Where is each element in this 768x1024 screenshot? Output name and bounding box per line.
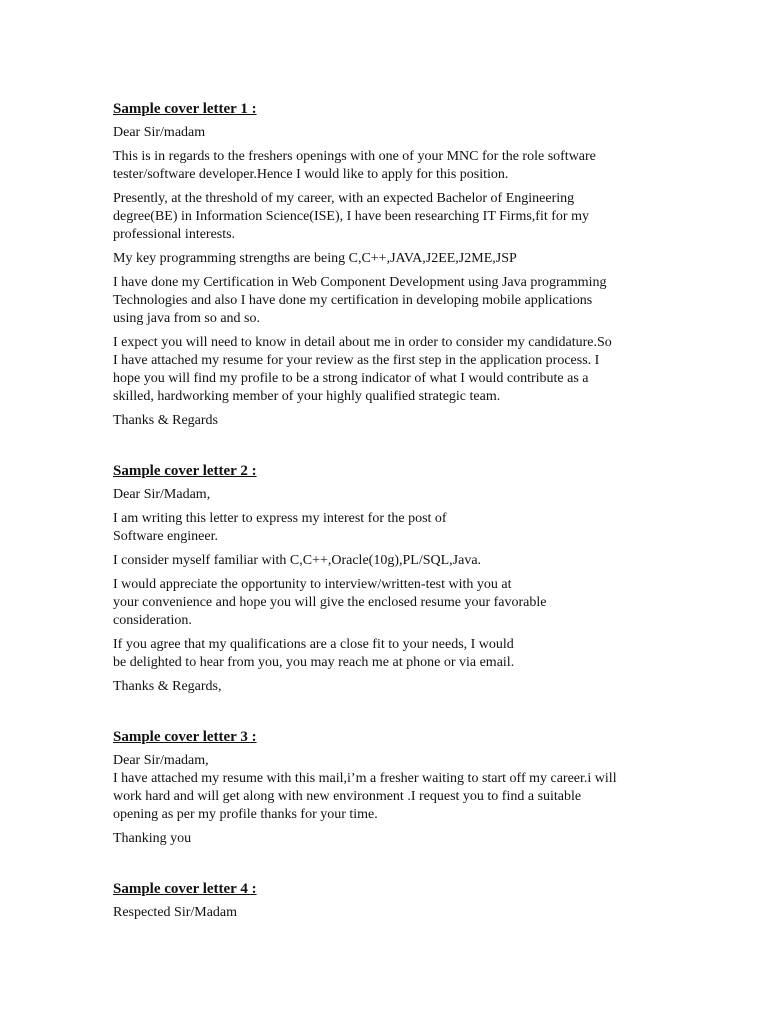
cover-letter-4: [113, 880, 658, 922]
text-line: I have done my Certification in Web Component Development using Java programming: [113, 275, 607, 290]
text-line: Dear Sir/madam,: [113, 753, 209, 768]
letter-1-heading: Sample cover letter 1 :: [113, 101, 257, 117]
cover-letter-2: [113, 462, 658, 696]
text-line: I am writing this letter to express my interest for the post of: [113, 511, 447, 526]
text-line: consideration.: [113, 613, 192, 628]
letter-2-salutation: [113, 486, 658, 504]
text-line: Respected Sir/Madam: [113, 905, 238, 920]
letter-1-paragraph: [113, 334, 658, 406]
text-line: Technologies and also I have done my certification in developing mobile applications: [113, 293, 593, 308]
letter-1-salutation: [113, 124, 658, 142]
text-line: I would appreciate the opportunity to interview/written-test with you at: [113, 577, 512, 592]
text-line: Thanks & Regards: [113, 413, 218, 428]
text-line: I have attached my resume with this mail,i’m a fresher waiting to start off my career.i will: [113, 771, 617, 786]
text-line: This is in regards to the freshers openings with one of your MNC for the role software: [113, 149, 596, 164]
text-line: Dear Sir/madam: [113, 125, 206, 140]
letter-4-salutation: [113, 904, 658, 922]
letter-2-paragraph: [113, 552, 658, 570]
text-line: My key programming strengths are being C,C++,JAVA,J2EE,J2ME,JSP: [113, 251, 517, 266]
text-line: Thanks & Regards,: [113, 679, 222, 694]
letter-2-closing: [113, 678, 658, 696]
cover-letter-3: [113, 728, 658, 848]
letter-3-paragraph: [113, 752, 658, 824]
letter-1-paragraph: [113, 250, 658, 268]
letter-1-paragraph: [113, 274, 658, 328]
text-line: I consider myself familiar with C,C++,Oracle(10g),PL/SQL,Java.: [113, 553, 482, 568]
text-line: Presently, at the threshold of my career, with an expected Bachelor of Engineering: [113, 191, 575, 206]
letter-1-closing: [113, 412, 658, 430]
text-line: I expect you will need to know in detail about me in order to consider my candidature.So: [113, 335, 612, 350]
letter-3-heading: Sample cover letter 3 :: [113, 729, 257, 745]
text-line: opening as per my profile thanks for your time.: [113, 807, 378, 822]
cover-letter-1: [113, 100, 658, 430]
letter-1-paragraph: [113, 148, 658, 184]
text-line: I have attached my resume for your review as the first step in the application process. I: [113, 353, 600, 368]
text-line: work hard and will get along with new environment .I request you to find a suitable: [113, 789, 582, 804]
text-line: Dear Sir/Madam,: [113, 487, 211, 502]
letter-4-heading: Sample cover letter 4 :: [113, 881, 257, 897]
text-line: be delighted to hear from you, you may reach me at phone or via email.: [113, 655, 515, 670]
text-line: using java from so and so.: [113, 311, 260, 326]
text-line: If you agree that my qualifications are a close fit to your needs, I would: [113, 637, 514, 652]
text-line: your convenience and hope you will give the enclosed resume your favorable: [113, 595, 547, 610]
letter-2-paragraph: [113, 576, 658, 630]
text-line: Thanking you: [113, 831, 192, 846]
text-line: professional interests.: [113, 227, 236, 242]
letter-2-paragraph: [113, 510, 658, 546]
text-line: tester/software developer.Hence I would like to apply for this position.: [113, 167, 509, 182]
letter-1-paragraph: [113, 190, 658, 244]
letter-2-heading: Sample cover letter 2 :: [113, 463, 257, 479]
text-line: degree(BE) in Information Science(ISE), I have been researching IT Firms,fit for my: [113, 209, 589, 224]
letter-2-paragraph: [113, 636, 658, 672]
document-page: [113, 100, 658, 928]
text-line: Software engineer.: [113, 529, 218, 544]
letter-3-closing: [113, 830, 658, 848]
text-line: hope you will find my profile to be a strong indicator of what I would contribute as a: [113, 371, 589, 386]
text-line: skilled, hardworking member of your highly qualified strategic team.: [113, 389, 501, 404]
